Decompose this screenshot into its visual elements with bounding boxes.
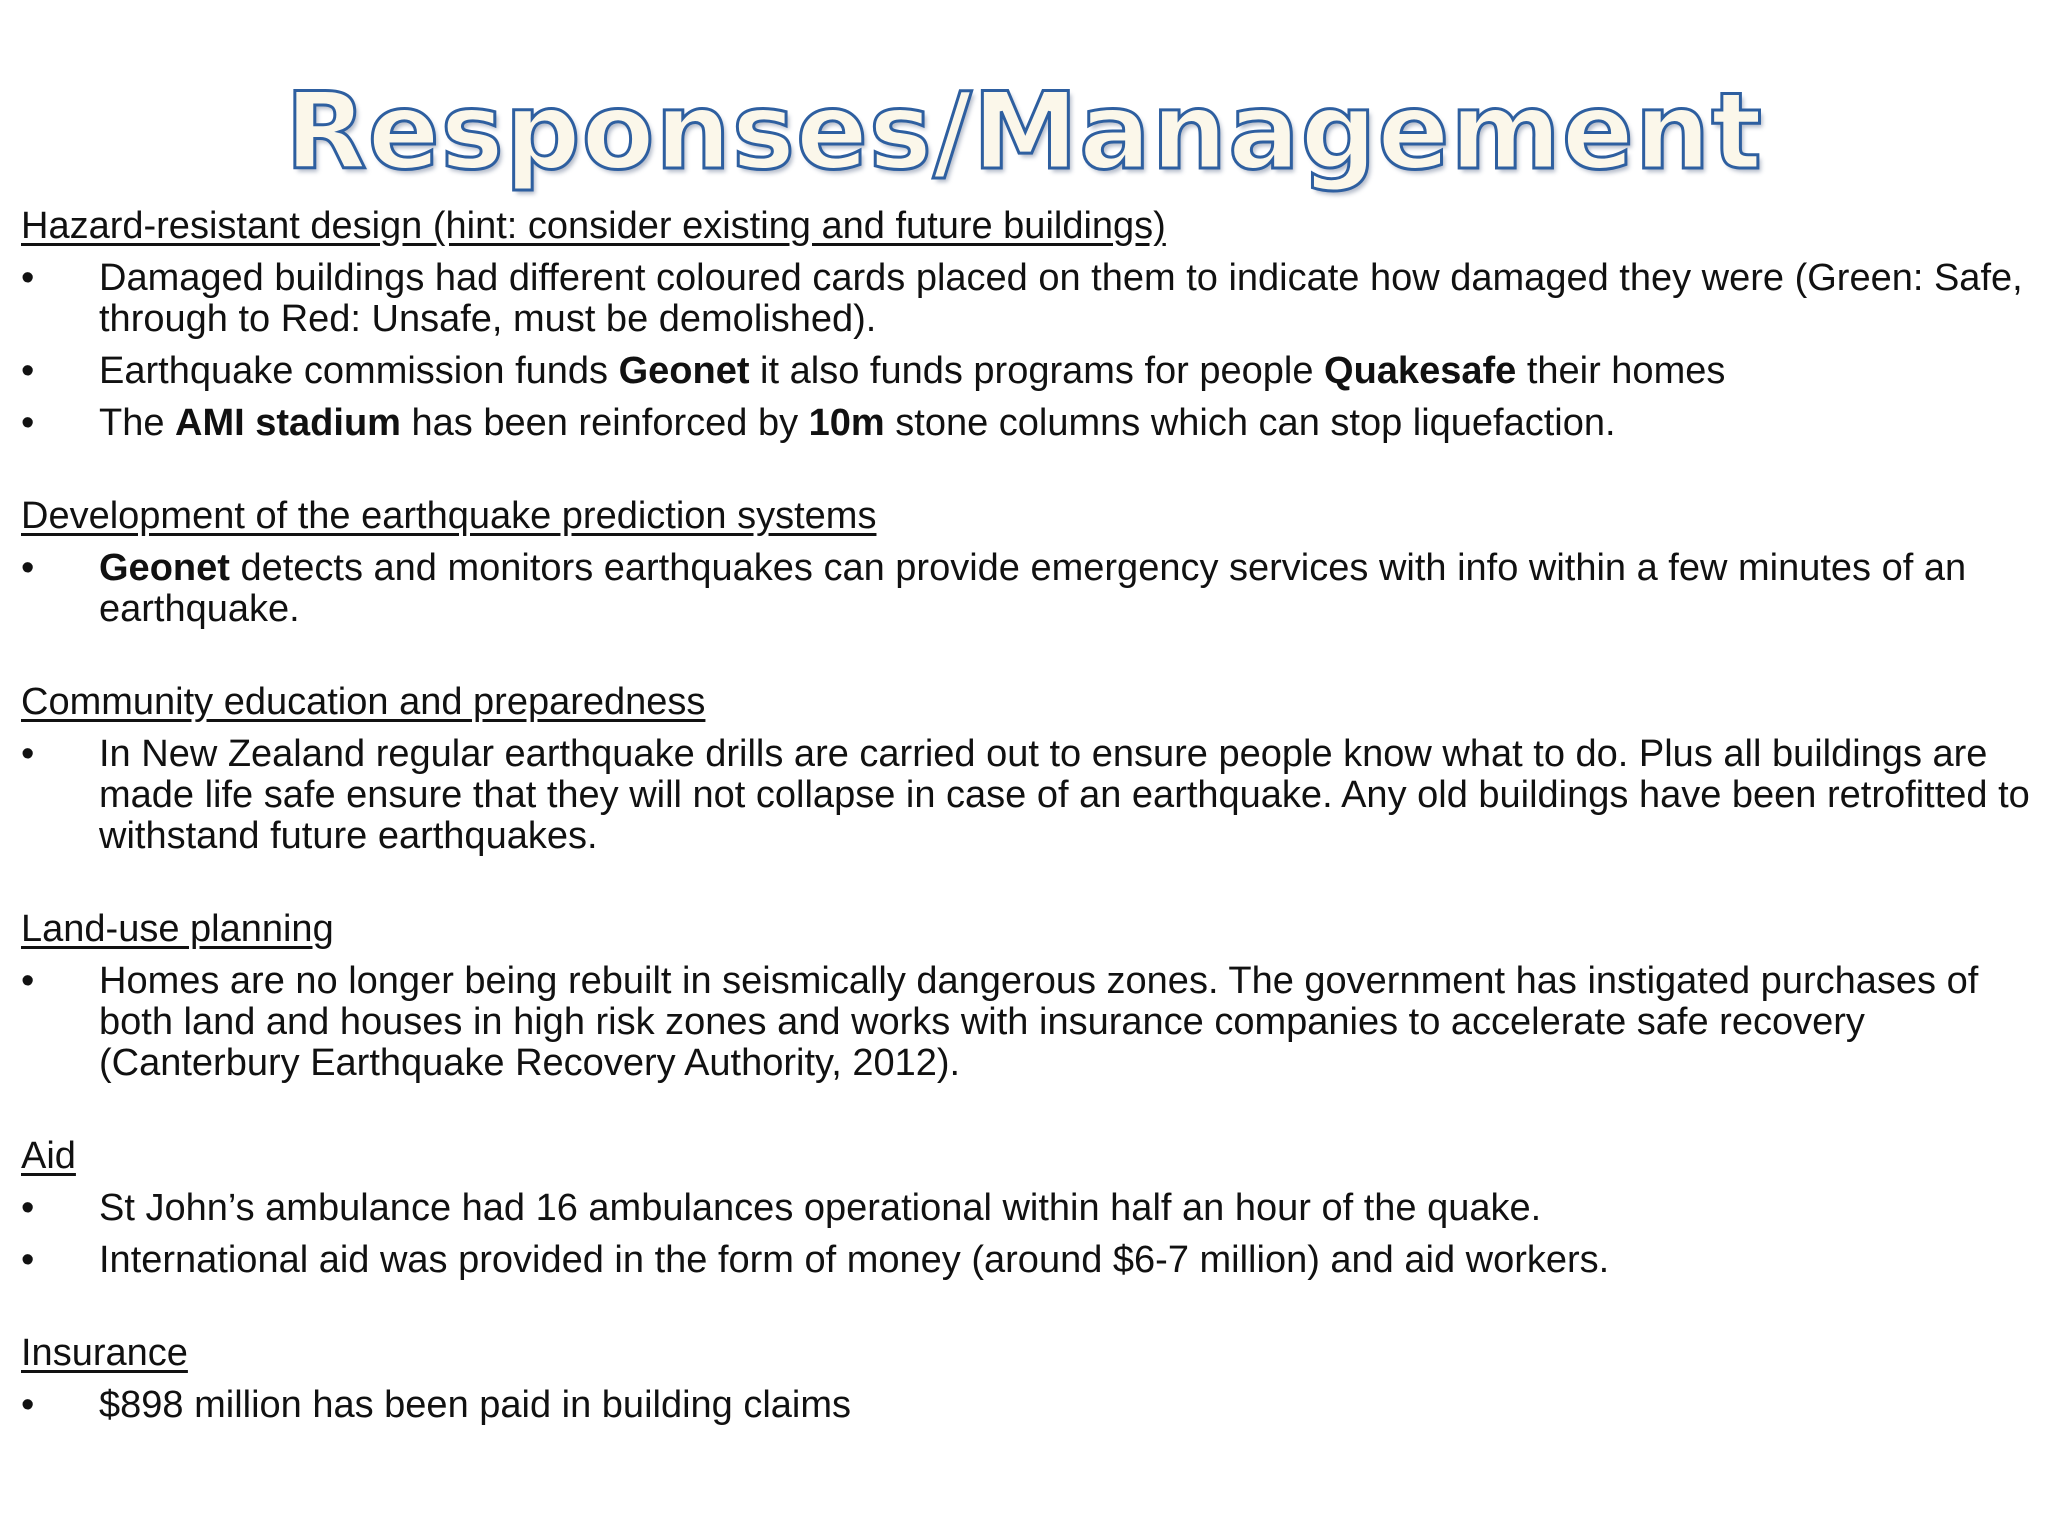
bold-term: AMI stadium (175, 402, 401, 444)
bullet-text (99, 1240, 2031, 1281)
bullet-item (21, 1188, 2031, 1229)
text-run: their homes (1516, 350, 1726, 392)
bullet-item (21, 403, 2031, 444)
text-run: In New Zealand regular earthquake drills are carried out to ensure people know what to do. Plus all buildings are made life safe ensure that they will not collapse in case of an earthquake. Any old buildings have been retrofitted to withstand future earthquakes. (99, 733, 2030, 857)
bullet-text (99, 1385, 2031, 1426)
section-heading: Development of the earthquake prediction systems (21, 495, 877, 537)
bullet-item (21, 548, 2031, 630)
text-run: stone columns which can stop liquefaction. (884, 402, 1616, 444)
bullet-icon: • (21, 350, 35, 392)
bullet-text (99, 258, 2031, 340)
section (21, 1333, 2031, 1426)
section-heading: Community education and preparedness (21, 681, 706, 723)
bullet-item (21, 1385, 2031, 1426)
bullet-text (99, 548, 2031, 630)
bullet-icon: • (21, 257, 35, 299)
text-run: it also funds programs for people (749, 350, 1325, 392)
bullet-text (99, 1188, 2031, 1229)
bullet-text (99, 351, 2031, 392)
text-run: Damaged buildings had different coloured cards placed on them to indicate how damaged they were (Green: Safe, through to Red: Unsafe, must be demolished). (99, 257, 2023, 340)
text-run: $898 million has been paid in building claims (99, 1384, 852, 1426)
bullet-text (99, 403, 2031, 444)
bullet-item (21, 1240, 2031, 1281)
bullet-item (21, 258, 2031, 340)
bullet-item (21, 961, 2031, 1084)
bullet-icon: • (21, 733, 35, 775)
bullet-text (99, 961, 2031, 1084)
bullet-item (21, 351, 2031, 392)
text-run: detects and monitors earthquakes can provide emergency services with info within a few minutes of an earthquake. (99, 547, 1967, 630)
text-run: Earthquake commission funds (99, 350, 619, 392)
bullet-icon: • (21, 402, 35, 444)
bullet-icon: • (21, 1187, 35, 1229)
text-run: Homes are no longer being rebuilt in seismically dangerous zones. The government has instigated purchases of both land and houses in high risk zones and works with insurance companies to accelerate safe recovery (Canterbury Earthquake Recovery Authority, 2012). (99, 960, 1979, 1084)
bullet-icon: • (21, 960, 35, 1002)
section (21, 682, 2031, 857)
text-run: has been reinforced by (400, 402, 809, 444)
section (21, 1136, 2031, 1281)
section-heading: Insurance (21, 1332, 188, 1374)
text-run: St John’s ambulance had 16 ambulances operational within half an hour of the quake. (99, 1187, 1542, 1229)
slide-title: Responses/Management (285, 70, 1763, 193)
slide-content (21, 206, 2031, 1478)
bullet-item (21, 734, 2031, 857)
bold-term: Quakesafe (1324, 350, 1517, 392)
section-heading: Hazard-resistant design (hint: consider existing and future buildings) (21, 205, 1166, 247)
bullet-text (99, 734, 2031, 857)
section-heading: Aid (21, 1135, 76, 1177)
section-heading: Land-use planning (21, 908, 334, 950)
section (21, 206, 2031, 444)
bullet-icon: • (21, 547, 35, 589)
bold-term: Geonet (99, 547, 230, 589)
section (21, 496, 2031, 630)
bold-term: Geonet (618, 350, 750, 392)
bullet-icon: • (21, 1384, 35, 1426)
bullet-icon: • (21, 1239, 35, 1281)
section (21, 909, 2031, 1084)
text-run: International aid was provided in the form of money (around $6-7 million) and aid workers. (99, 1239, 1610, 1281)
bold-term: 10m (808, 402, 885, 444)
text-run: The (99, 402, 176, 444)
